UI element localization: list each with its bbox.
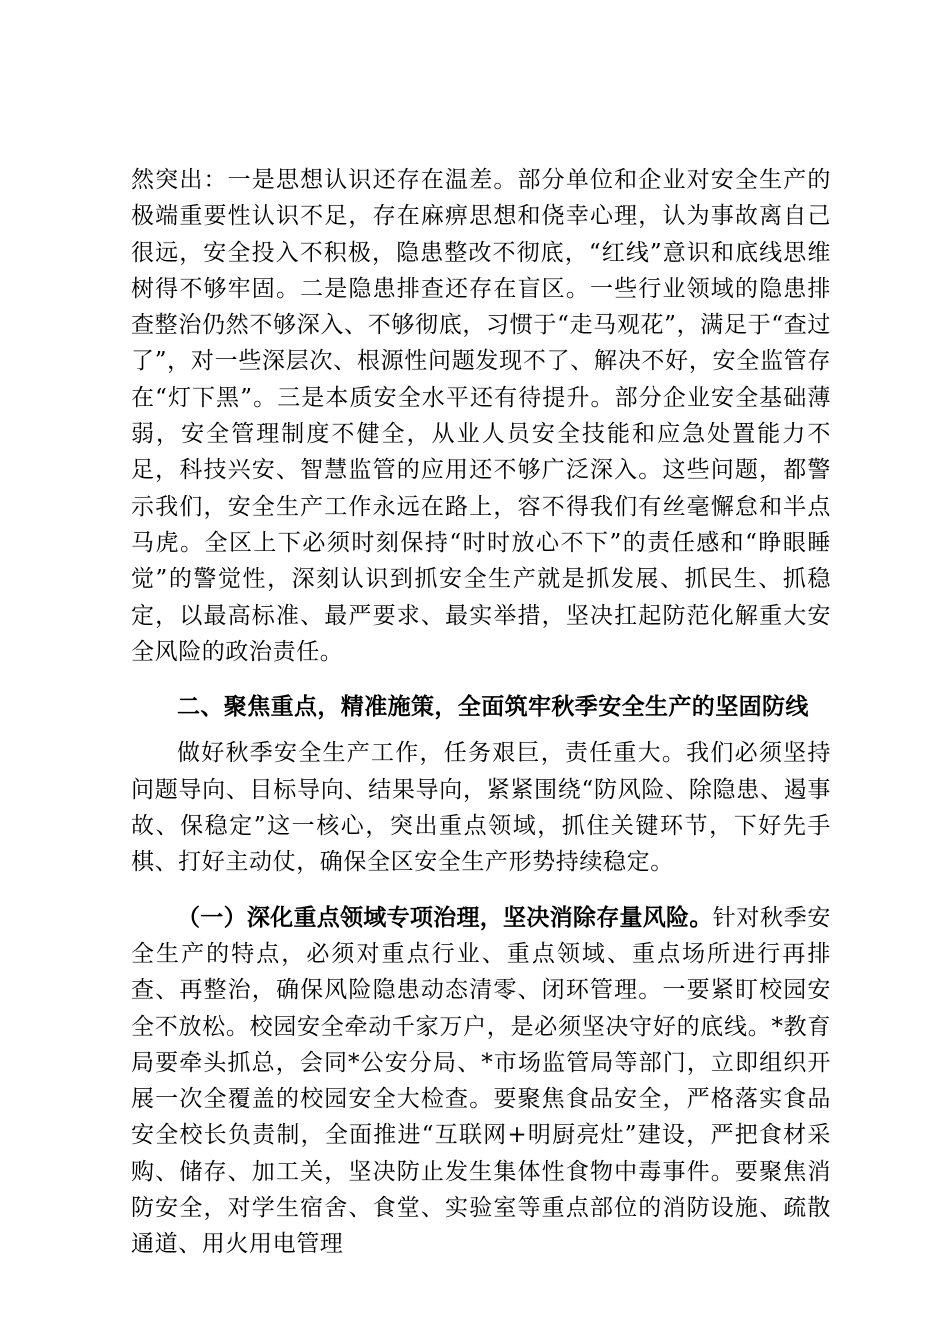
body-paragraph: 然突出：一是思想认识还存在温差。部分单位和企业对安全生产的极端重要性认识不足，存在麻痹思想和侥幸心理，认为事故离自己很远，安全投入不积极，隐患整改不彻底，“红线”意识和底线思维树得不够牢固。二是隐患排查还存在盲区。一些行业领域的隐患排查整治仍然不够深入、不够彻底，习惯于“走马观花”，满足于“查过了”，对一些深层次、根源性问题发现不了、解决不好，安全监管存在“灯下黑”。三是本质安全水平还有待提升。部分企业安全基础薄弱，安全管理制度不健全，从业人员安全技能和应急处置能力不足，科技兴安、智慧监管的应用还不够广泛深入。这些问题，都警示我们，安全生产工作永远在路上，容不得我们有丝毫懈怠和半点马虎。全区上下必须时刻保持“时时放心不下”的责任感和“睁眼睡觉”的警觉性，深刻认识到抓安全生产就是抓发展、抓民生、抓稳定，以最高标准、最严要求、最实举措，坚决扛起防范化解重大安全风险的政治责任。 [131, 167, 831, 665]
subsection-heading: （一）深化重点领域专项治理，坚决消除存量风险。 [177, 904, 713, 931]
section-heading: 二、聚焦重点，精准施策，全面筑牢秋季安全生产的坚固防线 [177, 694, 809, 721]
body-paragraph: 做好秋季安全生产工作，任务艰巨，责任重大。我们必须坚持问题导向、目标导向、结果导向，紧紧围绕“防风险、除隐患、遏事故、保稳定”这一核心，突出重点领域，抓住关键环节，下好先手棋、打好主动仗，确保全区安全生产形势持续稳定。 [131, 740, 831, 876]
subsection-text: 针对秋季安全生产的特点，必须对重点行业、重点领域、重点场所进行再排查、再整治，确保风险隐患动态清零、闭环管理。一要紧盯校园安全不放松。校园安全牵动千家万户，是必须坚决守好的底线。*教育局要牵头抓总，会同*公安分局、*市场监管局等部门，立即组织开展一次全覆盖的校园安全大检查。要聚焦食品安全，严格落实食品安全校长负责制，全面推进“互联网+明厨亮灶”建设，严把食材采购、储存、加工关，坚决防止发生集体性食物中毒事件。要聚焦消防安全，对学生宿舍、食堂、实验室等重点部位的消防设施、疏散通道、用火用电管理 [131, 904, 831, 1258]
document-body [131, 162, 831, 1263]
body-paragraph-with-lead [131, 900, 831, 1263]
